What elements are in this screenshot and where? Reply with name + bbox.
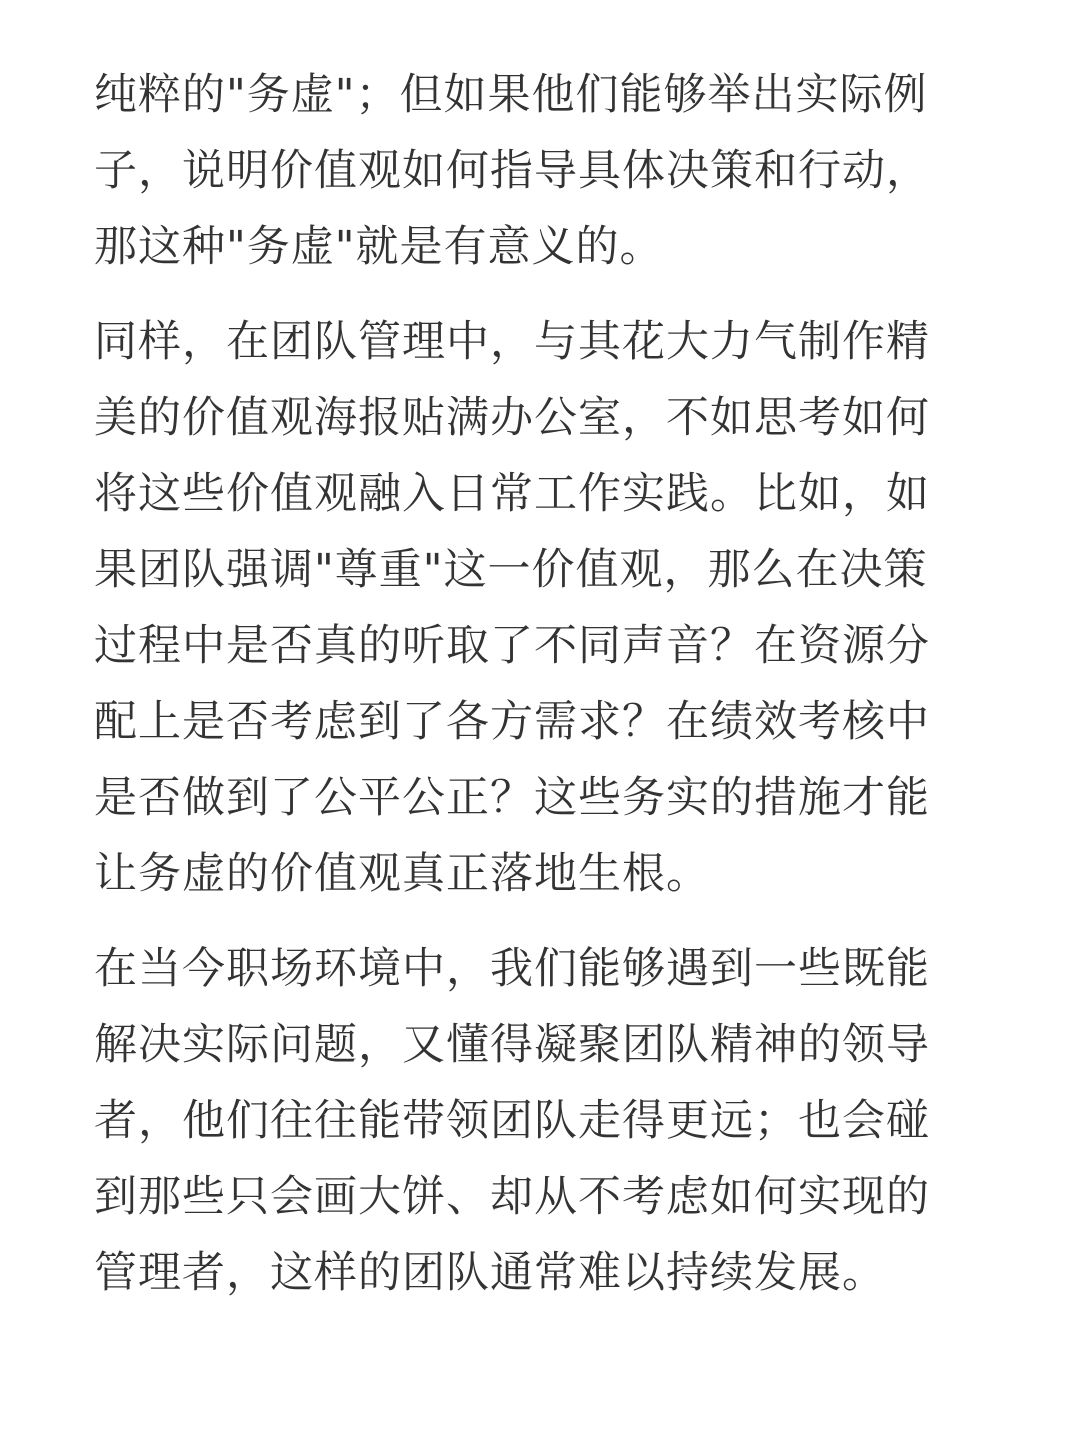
text-line: 到那些只会画大饼、却从不考虑如何实现的 — [94, 1172, 930, 1222]
text-line: 纯粹的"务虚"；但如果他们能够举出实际例 — [94, 70, 928, 120]
text-line: 在当今职场环境中，我们能够遇到一些既能 — [94, 944, 930, 994]
paragraph-2 — [94, 285, 994, 912]
text-line: 者，他们往往能带领团队走得更远；也会碰 — [94, 1096, 930, 1146]
text-line: 管理者，这样的团队通常难以持续发展。 — [94, 1248, 886, 1298]
text-line: 配上是否考虑到了各方需求？在绩效考核中 — [94, 697, 930, 747]
text-line: 解决实际问题，又懂得凝聚团队精神的领导 — [94, 1020, 930, 1070]
paragraph-3 — [94, 912, 994, 1311]
text-line: 子，说明价值观如何指导具体决策和行动， — [94, 146, 930, 196]
paragraph-1 — [94, 0, 994, 285]
text-line: 将这些价值观融入日常工作实践。比如，如 — [94, 469, 930, 519]
text-line: 那这种"务虚"就是有意义的。 — [94, 222, 664, 272]
text-line: 让务虚的价值观真正落地生根。 — [94, 849, 710, 899]
text-line: 是否做到了公平公正？这些务实的措施才能 — [94, 773, 930, 823]
text-line: 过程中是否真的听取了不同声音？在资源分 — [94, 621, 930, 671]
text-line: 同样，在团队管理中，与其花大力气制作精 — [94, 317, 930, 367]
text-line: 美的价值观海报贴满办公室，不如思考如何 — [94, 393, 930, 443]
text-line: 果团队强调"尊重"这一价值观，那么在决策 — [94, 545, 928, 595]
article-body — [94, 0, 994, 1440]
